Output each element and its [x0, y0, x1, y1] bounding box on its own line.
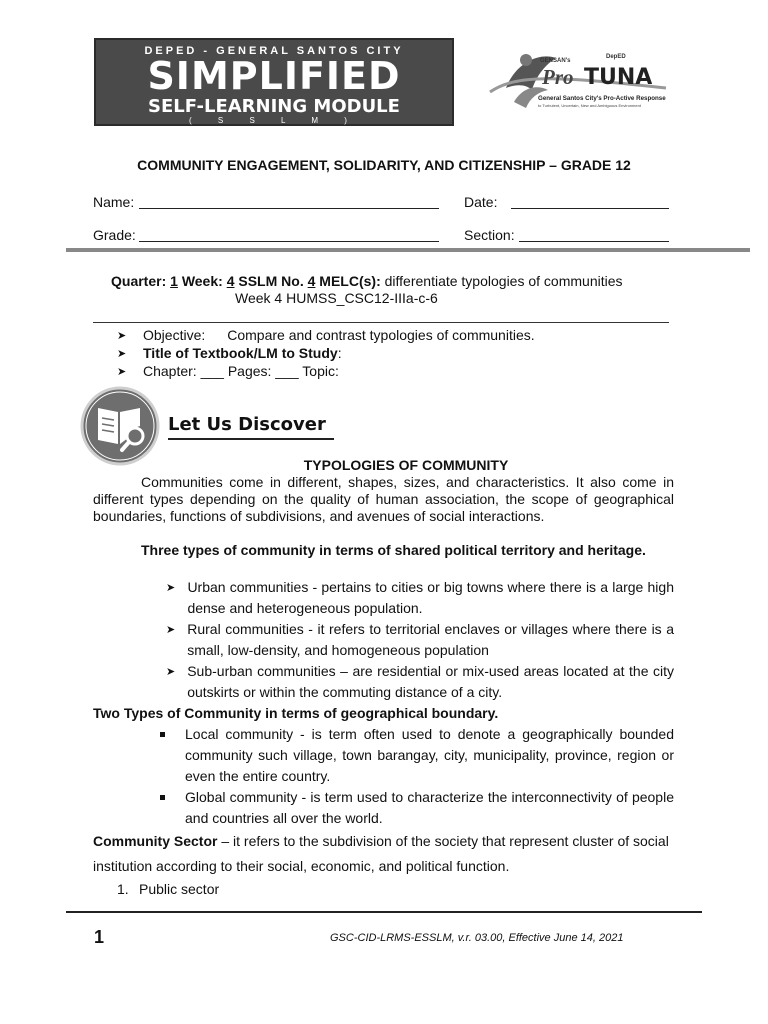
sector-list-text: Public sector [139, 881, 220, 897]
geo-list [160, 724, 674, 829]
banner-subtitle: SELF-LEARNING MODULE [148, 96, 400, 117]
list-item [166, 577, 674, 619]
political-item: Sub-urban communities – are residential or mix-used areas located at the city outskirts or within the commuting distance of a city. [187, 663, 674, 700]
banner-top-text: DEPED - GENERAL SANTOS CITY [144, 45, 404, 57]
discover-heading: Let Us Discover [168, 414, 326, 435]
name-field[interactable] [139, 208, 439, 209]
quarter-line [111, 273, 623, 289]
geo-item: Local community - is term often used to denote a geographically bounded community such village, town barangay, city, municipality, province, region or even the entire country. [185, 726, 674, 784]
week-label: Week: [181, 273, 223, 289]
political-item: Urban communities - pertains to cities or big towns where there is a large high dense and heterogeneous population. [187, 579, 674, 616]
name-label: Name: [93, 194, 135, 210]
arrow-bullet-icon: ➤ [166, 624, 176, 636]
protuna-logo [486, 44, 672, 128]
sslm-value: 4 [307, 273, 316, 289]
melc-code: Week 4 HUMSS_CSC12-IIIa-c-6 [235, 290, 438, 306]
arrow-bullet-icon: ➤ [166, 666, 176, 678]
sslm-banner [94, 38, 454, 126]
logo-brand-tuna: TUNA [584, 65, 653, 90]
sector-text: – it refers to the subdivision of the society that represent cluster of social institution according to their social, economic, and political function. [93, 833, 669, 874]
chapter-text: Chapter: ___ Pages: ___ Topic: [143, 363, 339, 379]
section-field[interactable] [519, 241, 669, 242]
header-divider [66, 248, 750, 252]
page-number: 1 [94, 927, 105, 947]
sector-list-item [117, 881, 219, 897]
chapter-line [117, 363, 339, 379]
textbook-line [117, 345, 342, 361]
quarter-label: Quarter: [111, 273, 167, 289]
sector-label: Community Sector [93, 833, 218, 849]
document-title: COMMUNITY ENGAGEMENT, SOLIDARITY, AND CITIZENSHIP – GRADE 12 [137, 157, 631, 173]
logo-tagline-2: to Turbulent, Uncertain, New and Ambiguous Environment [538, 103, 641, 108]
melc-text: differentiate typologies of communities [384, 273, 623, 289]
objective-text: Compare and contrast typologies of communities. [227, 327, 535, 343]
objective-label: Objective: [143, 327, 206, 343]
section-title: TYPOLOGIES OF COMMUNITY [303, 457, 509, 473]
political-list [166, 577, 674, 703]
melc-label: MELC(s): [319, 273, 381, 289]
political-item: Rural communities - it refers to territorial enclaves or villages where there is a small, low-density, and homogeneous population [187, 621, 674, 658]
quarter-value: 1 [170, 273, 178, 289]
date-label: Date: [464, 194, 498, 210]
grade-label: Grade: [93, 227, 136, 243]
arrow-bullet-icon: ➤ [166, 582, 176, 594]
square-bullet-icon [160, 795, 165, 800]
arrow-bullet-icon: ➤ [117, 347, 127, 360]
banner-abbrev: ( S S L M ) [189, 116, 359, 125]
geo-heading: Two Types of Community in terms of geographical boundary. [93, 705, 499, 721]
grade-field[interactable] [139, 241, 439, 242]
list-item [160, 787, 674, 829]
logo-brand-pro: Pro [542, 65, 574, 89]
footer-code: GSC-CID-LRMS-ESSLM, v.r. 03.00, Effective June 14, 2021 [330, 932, 624, 944]
book-magnifier-icon [80, 386, 160, 466]
melc-divider [93, 322, 669, 323]
textbook-label: Title of Textbook/LM to Study [143, 345, 338, 361]
deped-mark: DepED [606, 54, 626, 60]
discover-underline [168, 438, 334, 440]
week-value: 4 [226, 273, 235, 289]
list-item [166, 661, 674, 703]
date-field[interactable] [511, 208, 669, 209]
sector-list-number: 1. [117, 881, 129, 897]
logo-tagline-1: General Santos City's Pro-Active Response [538, 95, 666, 102]
arrow-bullet-icon: ➤ [117, 329, 127, 342]
logo-small-text: GENSAN's [540, 58, 571, 64]
list-item [166, 619, 674, 661]
footer-divider [66, 911, 702, 913]
section-label: Section: [464, 227, 515, 243]
geo-item: Global community - is term used to characterize the interconnectivity of people and countries all over the world. [185, 789, 674, 826]
arrow-bullet-icon: ➤ [117, 365, 127, 378]
sector-paragraph [93, 829, 674, 879]
banner-title: SIMPLIFIED [147, 54, 401, 98]
textbook-colon: : [337, 345, 342, 361]
political-heading: Three types of community in terms of shared political territory and heritage. [141, 542, 646, 558]
objective-line [117, 327, 535, 343]
sslm-label: SSLM No. [238, 273, 304, 289]
square-bullet-icon [160, 732, 165, 737]
list-item [160, 724, 674, 787]
intro-paragraph: Communities come in different, shapes, sizes, and characteristics. It also come in different types depending on the quality of human association, the scope of geographical boundaries, functions of subdivisions, and avenues of social interactions. [93, 474, 674, 524]
